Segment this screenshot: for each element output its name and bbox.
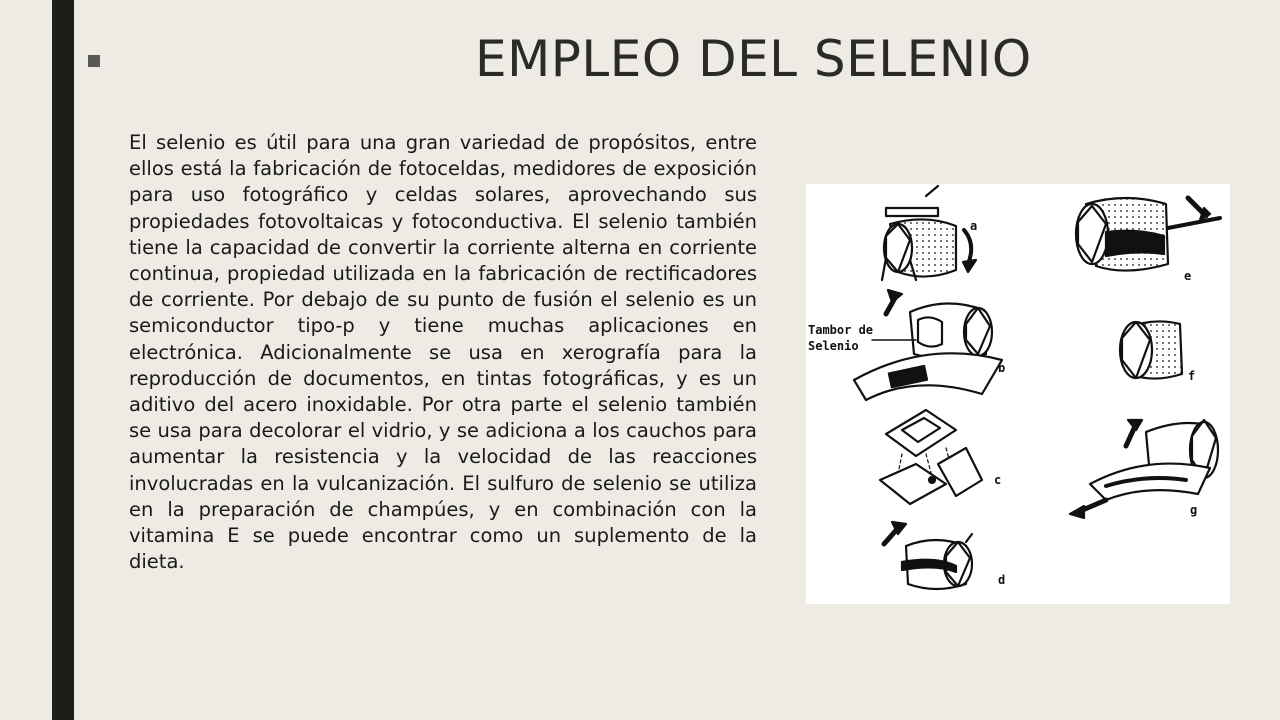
selenium-drum-illustration (806, 184, 1230, 604)
drum-step-c (880, 410, 982, 504)
step-label-e: e (1184, 269, 1192, 283)
title-bullet-square (88, 55, 100, 67)
drum-step-e (1076, 198, 1220, 271)
slide-body-text: El selenio es útil para una gran variedad de propósitos, entre ellos está la fabricación de fotoceldas, medidores de exposición para uso fotográfico y celdas solares, aprovechando sus propiedades fotovoltaicas y fotoconductiva. El selenio también tiene la capacidad de convertir la corriente alterna en corriente continua, propiedad utilizada en la fabricación de rectificadores de corriente. Por debajo de su punto de fusión el selenio es un semiconductor tipo-p y tiene muchas aplicaciones en electrónica. Adicionalmente se usa en xerografía para la reproducción de documentos, en tintas fotográficas, y es un aditivo del acero inoxidable. Por otra parte el selenio también se usa para decolorar el vidrio, y se adiciona a los cauchos para aumentar la resistencia y la velocidad de las reacciones involucradas en la vulcanización. El sulfuro de selenio se utiliza en la preparación de champúes, y en combinación con la vitamina E se puede encontrar como un suplemento de la dieta. (129, 131, 757, 574)
drum-step-d (884, 522, 972, 589)
drum-step-b (854, 290, 1002, 400)
left-accent-bar (52, 0, 74, 720)
drum-step-f (1120, 321, 1182, 378)
slide-title: EMPLEO DEL SELENIO (475, 30, 1032, 88)
step-label-f: f (1188, 369, 1196, 383)
drum-label-line2: Selenio (808, 339, 859, 353)
step-label-c: c (994, 473, 1002, 487)
step-label-a: a (970, 219, 978, 233)
drum-label-line1: Tambor de (808, 323, 874, 337)
drum-step-a (882, 186, 976, 280)
step-label-b: b (998, 361, 1006, 375)
step-label-d: d (998, 573, 1006, 587)
step-label-g: g (1190, 503, 1198, 517)
xerography-diagram (806, 184, 1230, 604)
